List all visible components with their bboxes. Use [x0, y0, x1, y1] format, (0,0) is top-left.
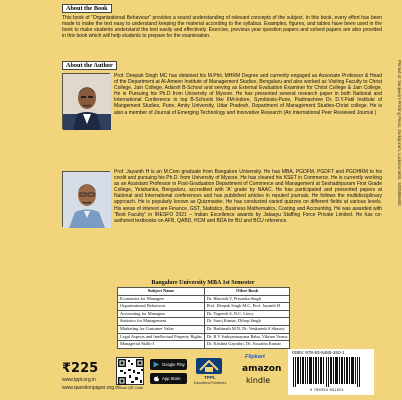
table-row: [118, 310, 290, 318]
author-cell: Dr. Badrinath M.N, Dr. Venkatesh S Shastry: [204, 325, 290, 333]
subjects-table: [117, 287, 290, 349]
tppl-logo: [196, 358, 222, 374]
barcode-icon: [292, 357, 362, 387]
printer-info: Printed at: Sanjeevini Printing Press, Jankipuram, Lucknow Mob.: 9335999460: [397, 60, 402, 206]
app-store-label: App Store: [162, 376, 181, 381]
price-label: ₹225: [62, 361, 99, 376]
table-row: [118, 333, 290, 341]
kindle-logo[interactable]: kindle: [246, 376, 271, 385]
author2-photo: [62, 171, 110, 227]
author1-photo: [62, 73, 110, 129]
table-row: [118, 303, 290, 311]
subject-cell: Statistics for Management: [118, 318, 205, 326]
header-subject: Subject Name: [118, 288, 205, 296]
subject-cell: Marketing for Customer Value: [118, 325, 205, 333]
author1-bio: Prof. Deepak Singh MC has obtained his M.Phil, MHRM Degree and currently engaged as Associate Professor & Head of the Department at Al-Ameen Institute of Management Studies, Bengaluru and also worked as Visiting Faculty to Christ College, Jain College, Adarsh B-School and serving as External Evaluation Examiner for Christ College & Jain College. He is Pursuing his Ph.D from University of Mysore. He has presented several research paper in both National and International Conference in top B-Schools like IIM-Indore, Symbiosis-Pune, Padmashree Dr. D.Y.Patil Institute of Mangement Studies, Pune, Amity University, Uttar Pradesh, Department of Management Studies-Christ college. He is also a member of Journal of Emerging Technology and Innovative Research (An International Peer Reviewed Journal ): [114, 73, 382, 116]
isbn-number: ISBN: 978-93-5480-150-1: [292, 350, 345, 355]
author-cell: Dr. Saroj Kumar, Dilsep Singh: [204, 318, 290, 326]
author-cell: Dr. B V Sathyanarayana Babu, Vikram Verma: [204, 333, 290, 341]
table-header-row: [118, 288, 290, 296]
header-other-book: Other Book: [204, 288, 290, 296]
author-cell: Dr. Krishna Gayathri, Dr. Aswatha Kumar: [204, 341, 290, 349]
author2-bio: Prof. Jayanth H is an M.Com graduate from Bangalore University. He has MBA, PGDFM, PGDFT and PGDHRM to his credit and pursuing his Ph.D. from University of Mysore. He has cleared his KSET in Commerce. He is currently working as an Assistant Professor in Post-Graduation Department of Commerce and Management at Seshadripuram First Grade College, Yelahanka, Bengaluru, accredited with 'A' grade by NAAC. He has participated and presented papers at National and International conferences and has published articles in reputed journals. He follows the multidisciplinary approach. He is popularly known as Quizmaster. He has conducted varied quizzes on different fields at various levels. His areas of interest are Finance, GST, Statistics, Business Mathematics, Costing and Accounting. He was awarded with “Best Faculty” in IRESFO 2021 – Indian Excellence awards by Jataayu Staffing Force Private Limited. He has co-authored textbooks on AFB, QABD, HCM and BDA for BU and BCU reference.: [114, 169, 382, 224]
about-book-heading: About the Book: [62, 4, 112, 13]
about-book-text: This book of “Organisational Behaviour” provides a sound understanding of relevant concepts of the subject. In this book, every effort has been made to make the text easy to understand keeping the material according to the syllabus. Examples, figures, and tables have been used in the book to make students understand the text easily and effectively. Exercise, previous year question papers and solved papers are also provided in this book which will help students to prepare for the examination.: [62, 15, 382, 40]
table-row: [118, 295, 290, 303]
tppl-brand-name: TPPL: [204, 375, 216, 380]
semester-table: [117, 279, 289, 349]
about-author-heading: About the Author: [62, 61, 117, 70]
google-play-label: Google Play: [162, 362, 185, 367]
subject-cell: Economics for Managers: [118, 295, 205, 303]
author-cell: Dr. Bhavath.V, Priyanka Singh: [204, 295, 290, 303]
subject-cell: Managerial Skills-I: [118, 341, 205, 349]
website-link-questionpaper[interactable]: www.questionpaper.org.in: [62, 385, 120, 391]
google-play-badge[interactable]: [150, 359, 187, 370]
subject-cell: Legal Aspects and Intellectual Property Rights: [118, 333, 205, 341]
subject-cell: Accounting for Managers: [118, 310, 205, 318]
qr-caption: Scan QR Code: [118, 386, 144, 390]
google-play-icon: [153, 361, 160, 368]
author-cell: Dr. Yogeesh S, N.C. Lincy: [204, 310, 290, 318]
qr-code[interactable]: [116, 357, 144, 385]
amazon-logo[interactable]: amazon: [242, 364, 282, 374]
subject-cell: Organisational Behaviour: [118, 303, 205, 311]
website-link-tppl[interactable]: www.tppl.org.in: [62, 377, 96, 383]
author-cell: Prof. Deepak Singh M.C, Prof. Jayanth H: [204, 303, 290, 311]
apple-icon: [153, 375, 160, 382]
barcode-digits: 9 789354 801501: [309, 388, 345, 392]
table-row: [118, 325, 290, 333]
tppl-tagline: Educational Publishers: [193, 381, 227, 385]
flipkart-logo[interactable]: Flipkart: [245, 354, 265, 360]
table-row: [118, 341, 290, 349]
app-store-badge[interactable]: [150, 373, 187, 384]
semester-table-title: Bangalore University MBA 1st Semester: [151, 280, 255, 286]
table-row: [118, 318, 290, 326]
